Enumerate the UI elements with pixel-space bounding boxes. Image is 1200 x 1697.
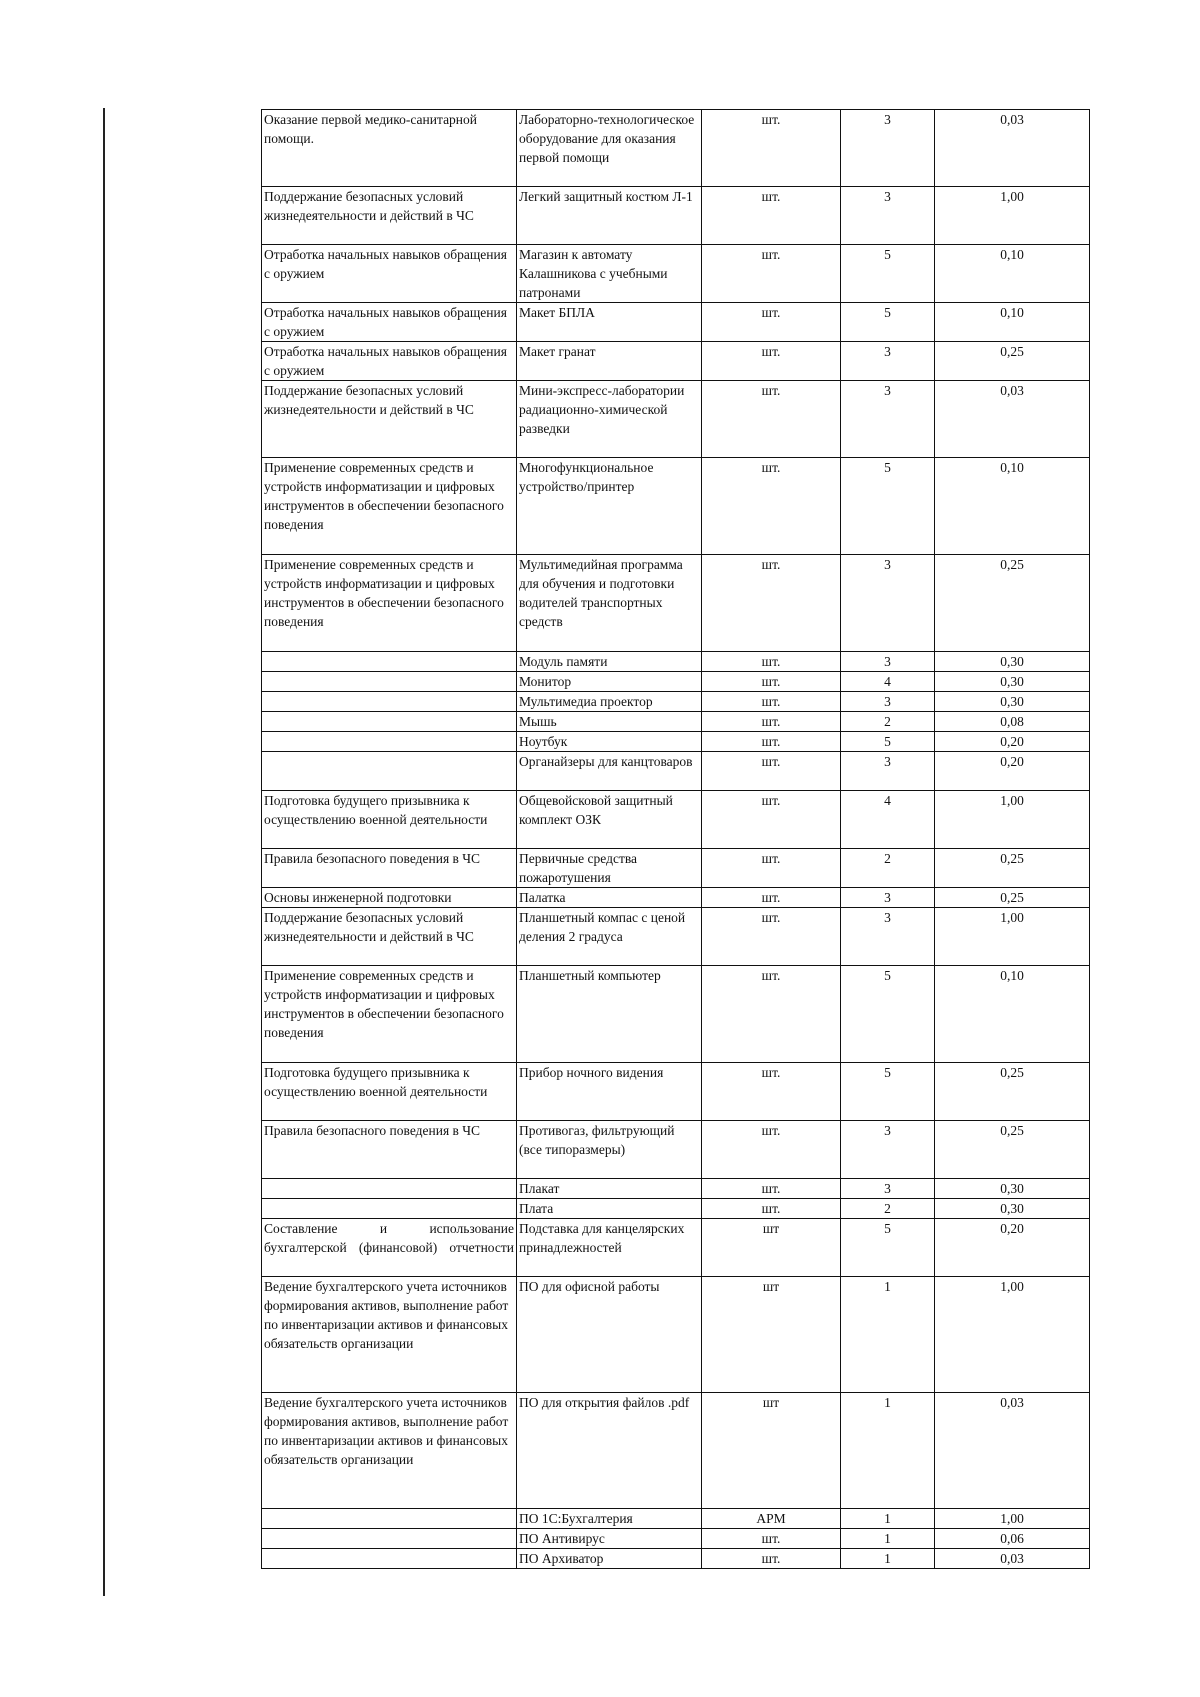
table-row (262, 672, 1090, 692)
activity-cell (262, 1509, 517, 1529)
quantity-cell: 2 (841, 712, 935, 732)
table-row (262, 692, 1090, 712)
activity-cell (262, 1529, 517, 1549)
page-margin-line (103, 108, 105, 1596)
unit-cell: шт. (702, 381, 841, 458)
quantity-cell: 3 (841, 652, 935, 672)
coefficient-cell: 0,03 (935, 381, 1090, 458)
unit-cell: шт (702, 1219, 841, 1277)
unit-cell: шт. (702, 1063, 841, 1121)
equipment-name-cell: Противогаз, фильтрующий (все типоразмеры) (517, 1121, 702, 1179)
quantity-cell: 3 (841, 110, 935, 187)
activity-cell: Поддержание безопасных условий жизнедеятельности и действий в ЧС (262, 187, 517, 245)
activity-cell: Поддержание безопасных условий жизнедеятельности и действий в ЧС (262, 381, 517, 458)
equipment-name-cell: Магазин к автомату Калашникова с учебными патронами (517, 245, 702, 303)
quantity-cell: 5 (841, 303, 935, 342)
quantity-cell: 5 (841, 732, 935, 752)
equipment-name-cell: Ноутбук (517, 732, 702, 752)
table-row (262, 303, 1090, 342)
unit-cell: шт. (702, 1549, 841, 1569)
activity-cell (262, 732, 517, 752)
coefficient-cell: 0,30 (935, 652, 1090, 672)
activity-cell: Основы инженерной подготовки (262, 888, 517, 908)
unit-cell: шт. (702, 555, 841, 652)
unit-cell: шт. (702, 966, 841, 1063)
coefficient-cell: 0,20 (935, 1219, 1090, 1277)
table-row (262, 652, 1090, 672)
activity-cell (262, 672, 517, 692)
unit-cell: шт. (702, 342, 841, 381)
quantity-cell: 5 (841, 245, 935, 303)
activity-cell: Ведение бухгалтерского учета источников формирования активов, выполнение работ по инвентаризации активов и финансовых обязательств организации (262, 1277, 517, 1393)
table-row (262, 849, 1090, 888)
table-row (262, 908, 1090, 966)
quantity-cell: 3 (841, 555, 935, 652)
coefficient-cell: 0,30 (935, 1179, 1090, 1199)
activity-cell: Применение современных средств и устройств информатизации и цифровых инструментов в обеспечении безопасного поведения (262, 966, 517, 1063)
coefficient-cell: 0,08 (935, 712, 1090, 732)
activity-cell: Отработка начальных навыков обращения с оружием (262, 303, 517, 342)
equipment-name-cell: Мини-экспресс-лаборатории радиационно-химической разведки (517, 381, 702, 458)
activity-cell: Применение современных средств и устройств информатизации и цифровых инструментов в обеспечении безопасного поведения (262, 555, 517, 652)
quantity-cell: 3 (841, 1121, 935, 1179)
quantity-cell: 3 (841, 692, 935, 712)
activity-cell: Применение современных средств и устройств информатизации и цифровых инструментов в обеспечении безопасного поведения (262, 458, 517, 555)
table-row (262, 187, 1090, 245)
equipment-name-cell: Подставка для канцелярских принадлежностей (517, 1219, 702, 1277)
equipment-name-cell: Макет БПЛА (517, 303, 702, 342)
table-row (262, 1179, 1090, 1199)
activity-cell: Подготовка будущего призывника к осуществлению военной деятельности (262, 1063, 517, 1121)
equipment-name-cell: Мультимедиа проектор (517, 692, 702, 712)
activity-cell: Оказание первой медико-санитарной помощи. (262, 110, 517, 187)
coefficient-cell: 0,10 (935, 303, 1090, 342)
activity-cell (262, 1549, 517, 1569)
unit-cell: шт. (702, 1121, 841, 1179)
quantity-cell: 1 (841, 1277, 935, 1393)
table-row (262, 791, 1090, 849)
unit-cell: шт. (702, 458, 841, 555)
equipment-name-cell: Плакат (517, 1179, 702, 1199)
coefficient-cell: 0,25 (935, 342, 1090, 381)
unit-cell: шт (702, 1393, 841, 1509)
table-row (262, 1277, 1090, 1393)
quantity-cell: 3 (841, 381, 935, 458)
activity-cell (262, 652, 517, 672)
equipment-name-cell: Модуль памяти (517, 652, 702, 672)
equipment-name-cell: Мультимедийная программа для обучения и подготовки водителей транспортных средств (517, 555, 702, 652)
unit-cell: шт. (702, 908, 841, 966)
unit-cell: шт. (702, 110, 841, 187)
quantity-cell: 5 (841, 1219, 935, 1277)
unit-cell: АРМ (702, 1509, 841, 1529)
activity-cell: Составление и использование бухгалтерской (финансовой) отчетности (262, 1219, 517, 1277)
quantity-cell: 3 (841, 187, 935, 245)
coefficient-cell: 0,30 (935, 672, 1090, 692)
unit-cell: шт. (702, 652, 841, 672)
coefficient-cell: 1,00 (935, 1277, 1090, 1393)
equipment-name-cell: Общевойсковой защитный комплект ОЗК (517, 791, 702, 849)
quantity-cell: 3 (841, 908, 935, 966)
table-row (262, 381, 1090, 458)
quantity-cell: 1 (841, 1549, 935, 1569)
coefficient-cell: 0,30 (935, 692, 1090, 712)
activity-cell: Правила безопасного поведения в ЧС (262, 1121, 517, 1179)
table-row (262, 555, 1090, 652)
equipment-name-cell: Лабораторно-технологическое оборудование для оказания первой помощи (517, 110, 702, 187)
table-row (262, 1121, 1090, 1179)
table-row (262, 342, 1090, 381)
unit-cell: шт. (702, 732, 841, 752)
unit-cell: шт. (702, 1179, 841, 1199)
coefficient-cell: 0,03 (935, 110, 1090, 187)
coefficient-cell: 0,03 (935, 1549, 1090, 1569)
activity-cell: Ведение бухгалтерского учета источников формирования активов, выполнение работ по инвентаризации активов и финансовых обязательств организации (262, 1393, 517, 1509)
activity-cell (262, 692, 517, 712)
equipment-name-cell: ПО для офисной работы (517, 1277, 702, 1393)
activity-cell (262, 1179, 517, 1199)
equipment-name-cell: Легкий защитный костюм Л-1 (517, 187, 702, 245)
quantity-cell: 5 (841, 966, 935, 1063)
equipment-name-cell: Многофункциональное устройство/принтер (517, 458, 702, 555)
equipment-name-cell: Прибор ночного видения (517, 1063, 702, 1121)
activity-cell (262, 712, 517, 732)
unit-cell: шт. (702, 712, 841, 732)
coefficient-cell: 0,25 (935, 555, 1090, 652)
table-row (262, 888, 1090, 908)
quantity-cell: 5 (841, 1063, 935, 1121)
table-row (262, 1219, 1090, 1277)
unit-cell: шт. (702, 752, 841, 791)
coefficient-cell: 0,10 (935, 966, 1090, 1063)
coefficient-cell: 1,00 (935, 1509, 1090, 1529)
table-row (262, 1549, 1090, 1569)
coefficient-cell: 0,20 (935, 732, 1090, 752)
table-row (262, 752, 1090, 791)
activity-cell: Отработка начальных навыков обращения с оружием (262, 245, 517, 303)
quantity-cell: 3 (841, 888, 935, 908)
quantity-cell: 3 (841, 342, 935, 381)
quantity-cell: 5 (841, 458, 935, 555)
activity-cell (262, 1199, 517, 1219)
equipment-name-cell: Планшетный компьютер (517, 966, 702, 1063)
unit-cell: шт. (702, 888, 841, 908)
table-row (262, 110, 1090, 187)
coefficient-cell: 0,25 (935, 1063, 1090, 1121)
table-row (262, 1199, 1090, 1219)
unit-cell: шт. (702, 849, 841, 888)
coefficient-cell: 1,00 (935, 791, 1090, 849)
table-row (262, 732, 1090, 752)
equipment-table (261, 109, 1090, 1569)
table-row (262, 458, 1090, 555)
unit-cell: шт. (702, 303, 841, 342)
table-row (262, 1529, 1090, 1549)
coefficient-cell: 0,10 (935, 245, 1090, 303)
unit-cell: шт. (702, 245, 841, 303)
table-row (262, 966, 1090, 1063)
equipment-name-cell: Планшетный компас с ценой деления 2 градуса (517, 908, 702, 966)
coefficient-cell: 1,00 (935, 908, 1090, 966)
coefficient-cell: 0,25 (935, 888, 1090, 908)
activity-cell (262, 752, 517, 791)
unit-cell: шт. (702, 791, 841, 849)
equipment-name-cell: Макет гранат (517, 342, 702, 381)
unit-cell: шт. (702, 187, 841, 245)
equipment-name-cell: Мышь (517, 712, 702, 732)
table-row (262, 245, 1090, 303)
quantity-cell: 4 (841, 791, 935, 849)
coefficient-cell: 0,06 (935, 1529, 1090, 1549)
coefficient-cell: 0,10 (935, 458, 1090, 555)
unit-cell: шт. (702, 692, 841, 712)
equipment-name-cell: ПО 1С:Бухгалтерия (517, 1509, 702, 1529)
coefficient-cell: 0,25 (935, 1121, 1090, 1179)
quantity-cell: 2 (841, 1199, 935, 1219)
table-row (262, 1393, 1090, 1509)
activity-cell: Правила безопасного поведения в ЧС (262, 849, 517, 888)
coefficient-cell: 0,25 (935, 849, 1090, 888)
equipment-name-cell: Палатка (517, 888, 702, 908)
quantity-cell: 1 (841, 1393, 935, 1509)
unit-cell: шт. (702, 1529, 841, 1549)
equipment-name-cell: Первичные средства пожаротушения (517, 849, 702, 888)
equipment-name-cell: ПО Архиватор (517, 1549, 702, 1569)
unit-cell: шт. (702, 672, 841, 692)
quantity-cell: 4 (841, 672, 935, 692)
equipment-name-cell: Плата (517, 1199, 702, 1219)
coefficient-cell: 0,03 (935, 1393, 1090, 1509)
quantity-cell: 2 (841, 849, 935, 888)
activity-cell: Отработка начальных навыков обращения с оружием (262, 342, 517, 381)
coefficient-cell: 0,30 (935, 1199, 1090, 1219)
quantity-cell: 3 (841, 752, 935, 791)
table-row (262, 1063, 1090, 1121)
table-row (262, 712, 1090, 732)
quantity-cell: 3 (841, 1179, 935, 1199)
unit-cell: шт. (702, 1199, 841, 1219)
coefficient-cell: 0,20 (935, 752, 1090, 791)
equipment-name-cell: ПО для открытия файлов .pdf (517, 1393, 702, 1509)
quantity-cell: 1 (841, 1509, 935, 1529)
quantity-cell: 1 (841, 1529, 935, 1549)
equipment-name-cell: ПО Антивирус (517, 1529, 702, 1549)
equipment-name-cell: Монитор (517, 672, 702, 692)
activity-cell: Подготовка будущего призывника к осуществлению военной деятельности (262, 791, 517, 849)
table-row (262, 1509, 1090, 1529)
coefficient-cell: 1,00 (935, 187, 1090, 245)
equipment-name-cell: Органайзеры для канцтоваров (517, 752, 702, 791)
activity-cell: Поддержание безопасных условий жизнедеятельности и действий в ЧС (262, 908, 517, 966)
unit-cell: шт (702, 1277, 841, 1393)
